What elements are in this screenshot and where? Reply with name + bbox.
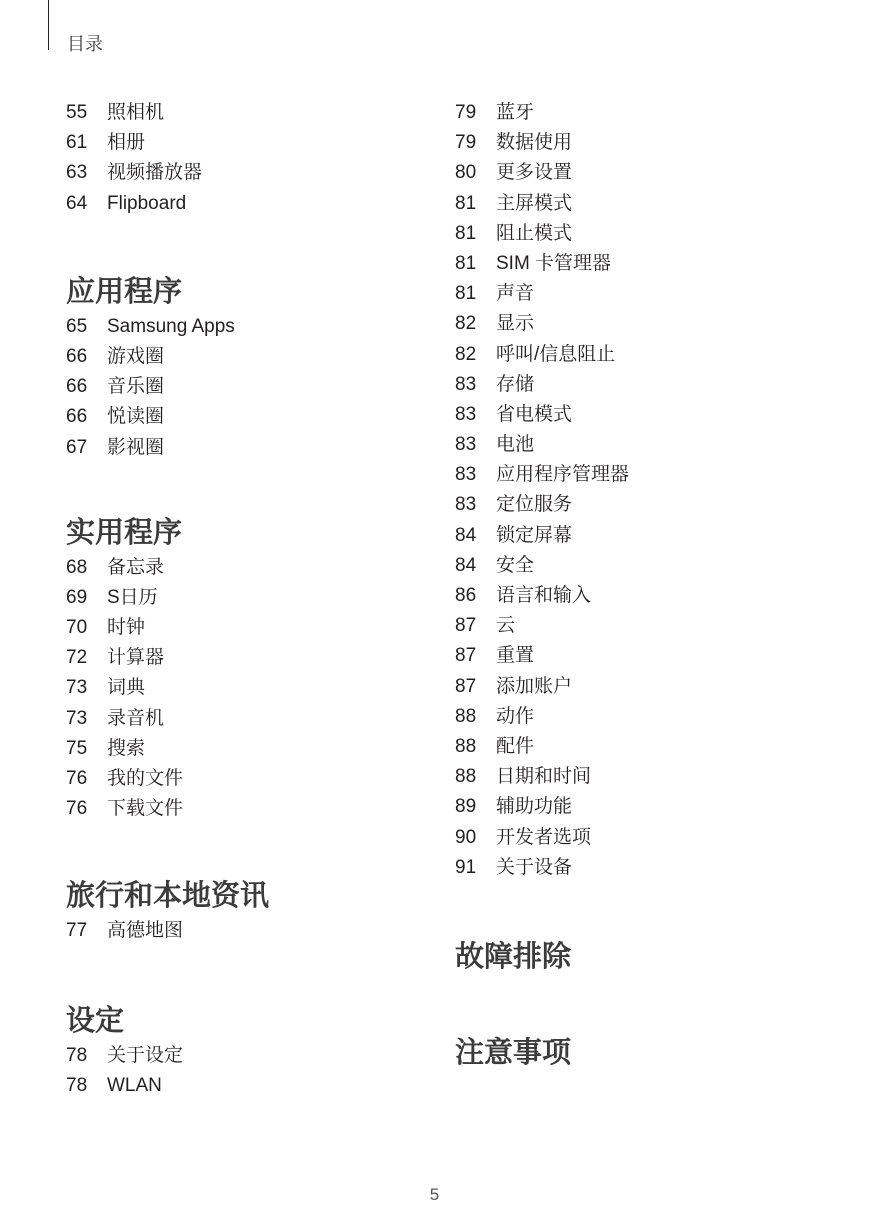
toc-section-settings-continued [455, 98, 835, 883]
toc-page-number: 73 [66, 677, 88, 699]
toc-page-number: 82 [455, 313, 477, 335]
toc-page-number: 66 [66, 376, 88, 398]
toc-entry-label: 高德地图 [107, 920, 184, 942]
toc-page-number: 81 [455, 252, 477, 274]
toc-entry-label: 呼叫/信息阻止 [496, 343, 616, 365]
toc-page-number: 78 [66, 1044, 88, 1066]
toc-section-travel [66, 876, 446, 946]
toc-entry[interactable] [455, 340, 835, 370]
toc-page-number: 86 [455, 585, 477, 606]
toc-entry-label: 游戏圈 [107, 345, 165, 367]
toc-entry-label: Samsung Apps [107, 315, 235, 337]
toc-entry-label: 更多设置 [496, 162, 573, 184]
toc-entry[interactable] [455, 551, 835, 581]
toc-entry-label: 安全 [496, 554, 535, 576]
toc-entry-label: S日历 [107, 586, 158, 608]
toc-page-number: 80 [455, 162, 477, 184]
toc-page-number: 70 [66, 617, 88, 639]
toc-right-column [455, 98, 835, 1073]
toc-entry[interactable] [66, 613, 446, 643]
toc-entry[interactable] [66, 189, 446, 219]
toc-entry-label: 云 [496, 615, 516, 637]
toc-entry[interactable] [66, 583, 446, 613]
toc-entry-label: 相册 [107, 132, 146, 154]
toc-entry-label: 显示 [496, 313, 535, 335]
page-header-title: 目录 [67, 34, 103, 54]
toc-entry[interactable] [66, 433, 446, 463]
toc-entry[interactable] [66, 704, 446, 734]
toc-entry-label: 悦读圈 [107, 406, 165, 428]
toc-page-number: 78 [66, 1074, 88, 1096]
toc-entry[interactable] [66, 553, 446, 583]
toc-entry[interactable] [455, 641, 835, 671]
toc-section-title-precautions[interactable]: 注意事项 [455, 1036, 572, 1069]
toc-page-number: 89 [455, 796, 477, 818]
toc-entry-label: 计算器 [107, 647, 165, 669]
toc-entry[interactable] [66, 673, 446, 703]
toc-page-number: 55 [66, 102, 88, 123]
toc-entry-label: 时钟 [107, 617, 146, 639]
toc-entry[interactable] [455, 702, 835, 732]
toc-page-number: 64 [66, 192, 88, 214]
toc-page-number: 83 [455, 494, 477, 516]
toc-entry[interactable] [455, 370, 835, 400]
toc-entry[interactable] [455, 430, 835, 460]
toc-entry-label: 省电模式 [496, 403, 573, 425]
toc-section-title-troubleshooting[interactable]: 故障排除 [455, 940, 572, 973]
toc-entry-label: 重置 [496, 645, 535, 667]
toc-entry-label: 应用程序管理器 [496, 464, 630, 486]
toc-entry[interactable] [455, 672, 835, 702]
margin-rule [48, 0, 49, 50]
toc-section-title[interactable]: 旅行和本地资讯 [66, 880, 270, 913]
toc-entry-label: 影视圈 [107, 436, 165, 458]
toc-entry-label: 配件 [496, 735, 535, 757]
toc-entry[interactable] [455, 460, 835, 490]
toc-entry-label: 锁定屏幕 [496, 524, 573, 546]
toc-entry[interactable] [455, 581, 835, 611]
toc-entry-label: 下载文件 [107, 798, 184, 820]
toc-entry-label: WLAN [107, 1074, 162, 1096]
toc-entry[interactable] [66, 372, 446, 402]
toc-page-number: 87 [455, 645, 477, 667]
toc-entry[interactable] [66, 158, 446, 188]
toc-entry-label: 关于设定 [107, 1044, 184, 1066]
toc-page-number: 67 [66, 436, 88, 458]
toc-left-column [66, 98, 446, 1101]
toc-entry-label: 动作 [496, 705, 535, 727]
toc-entry-label: 电池 [496, 434, 535, 456]
toc-entry-label: SIM 卡管理器 [496, 252, 612, 274]
toc-page-number: 73 [66, 707, 88, 729]
toc-section-apps [66, 272, 446, 463]
toc-entry-label: 数据使用 [496, 132, 573, 154]
toc-page-number: 90 [455, 826, 477, 848]
toc-page-number: 91 [455, 856, 477, 878]
toc-entry[interactable] [455, 853, 835, 883]
toc-entry[interactable] [455, 158, 835, 188]
toc-entry-label: 添加账户 [496, 675, 573, 697]
toc-entry[interactable] [455, 521, 835, 551]
toc-page-number: 76 [66, 798, 88, 820]
toc-entry[interactable] [455, 792, 835, 822]
toc-entry-label: 搜索 [107, 737, 146, 759]
toc-entry[interactable] [66, 734, 446, 764]
toc-entry[interactable] [455, 732, 835, 762]
toc-page-number: 61 [66, 132, 88, 154]
toc-page-number: 77 [66, 920, 88, 942]
toc-page-number: 87 [455, 615, 477, 637]
toc-entry[interactable] [455, 98, 835, 128]
toc-page-number: 88 [455, 735, 477, 757]
toc-entry-label: 照相机 [107, 102, 165, 123]
toc-page-number: 82 [455, 343, 477, 365]
toc-page-number: 87 [455, 675, 477, 697]
toc-entry[interactable] [455, 189, 835, 219]
toc-entry[interactable] [66, 916, 446, 946]
toc-entry-label: Flipboard [107, 192, 187, 214]
toc-entry[interactable] [66, 312, 446, 342]
toc-entry[interactable] [455, 611, 835, 641]
toc-page-number: 79 [455, 102, 477, 123]
toc-page-number: 68 [66, 556, 88, 578]
toc-page-number: 83 [455, 373, 477, 395]
toc-page-number: 84 [455, 554, 477, 576]
toc-entry[interactable] [66, 764, 446, 794]
toc-entry[interactable] [455, 400, 835, 430]
toc-section-utilities [66, 513, 446, 825]
toc-entry[interactable] [455, 279, 835, 309]
toc-entry-label: 词典 [107, 677, 146, 699]
toc-page-number: 88 [455, 766, 477, 788]
toc-page-number: 76 [66, 768, 88, 789]
toc-entry-label: 主屏模式 [496, 192, 573, 214]
toc-page-number: 63 [66, 162, 88, 184]
toc-entry-label: 蓝牙 [496, 102, 535, 123]
toc-page-number: 81 [455, 222, 477, 244]
toc-page-number: 83 [455, 434, 477, 456]
toc-entry[interactable] [66, 98, 446, 128]
toc-page-number: 81 [455, 192, 477, 214]
toc-entry-label: 语言和输入 [496, 585, 592, 606]
toc-page-number: 69 [66, 586, 88, 608]
toc-entry-label: 音乐圈 [107, 376, 165, 398]
toc-entry[interactable] [455, 128, 835, 158]
toc-page-number: 83 [455, 403, 477, 425]
toc-page-number: 88 [455, 705, 477, 727]
toc-section-settings [66, 1001, 446, 1101]
toc-section-camera [66, 98, 446, 219]
toc-section-title[interactable]: 设定 [66, 1004, 125, 1037]
toc-entry-label: 定位服务 [496, 494, 573, 516]
toc-entry[interactable] [66, 643, 446, 673]
toc-page-number: 72 [66, 647, 88, 669]
page-number: 5 [429, 1185, 440, 1204]
toc-entry-label: 录音机 [107, 707, 165, 729]
toc-page-number: 66 [66, 345, 88, 367]
toc-entry-label: 声音 [496, 283, 535, 305]
toc-section-title[interactable]: 应用程序 [66, 275, 183, 308]
toc-entry[interactable] [66, 1041, 446, 1071]
toc-entry[interactable] [66, 1071, 446, 1101]
toc-entry-label: 阻止模式 [496, 222, 573, 244]
toc-entry-label: 我的文件 [107, 768, 184, 789]
toc-entry[interactable] [66, 794, 446, 824]
toc-entry[interactable] [455, 823, 835, 853]
toc-entry-label: 视频播放器 [107, 162, 203, 184]
toc-page-number: 65 [66, 315, 88, 337]
toc-page-number: 81 [455, 283, 477, 305]
toc-section-title[interactable]: 实用程序 [66, 516, 183, 549]
toc-page-number: 66 [66, 406, 88, 428]
toc-entry-label: 存储 [496, 373, 535, 395]
toc-entry[interactable] [455, 249, 835, 279]
toc-entry[interactable] [455, 309, 835, 339]
toc-entry-label: 辅助功能 [496, 796, 573, 818]
toc-entry[interactable] [455, 762, 835, 792]
toc-page-number: 83 [455, 464, 477, 486]
toc-page-number: 75 [66, 737, 88, 759]
toc-entry[interactable] [66, 128, 446, 158]
toc-page-number: 79 [455, 132, 477, 154]
toc-entry[interactable] [455, 490, 835, 520]
toc-entry[interactable] [66, 342, 446, 372]
toc-entry-label: 备忘录 [107, 556, 165, 578]
toc-entry-label: 开发者选项 [496, 826, 592, 848]
toc-entry-label: 日期和时间 [496, 766, 592, 788]
toc-entry[interactable] [455, 219, 835, 249]
toc-page-number: 84 [455, 524, 477, 546]
toc-entry-label: 关于设备 [496, 856, 573, 878]
toc-entry[interactable] [66, 402, 446, 432]
